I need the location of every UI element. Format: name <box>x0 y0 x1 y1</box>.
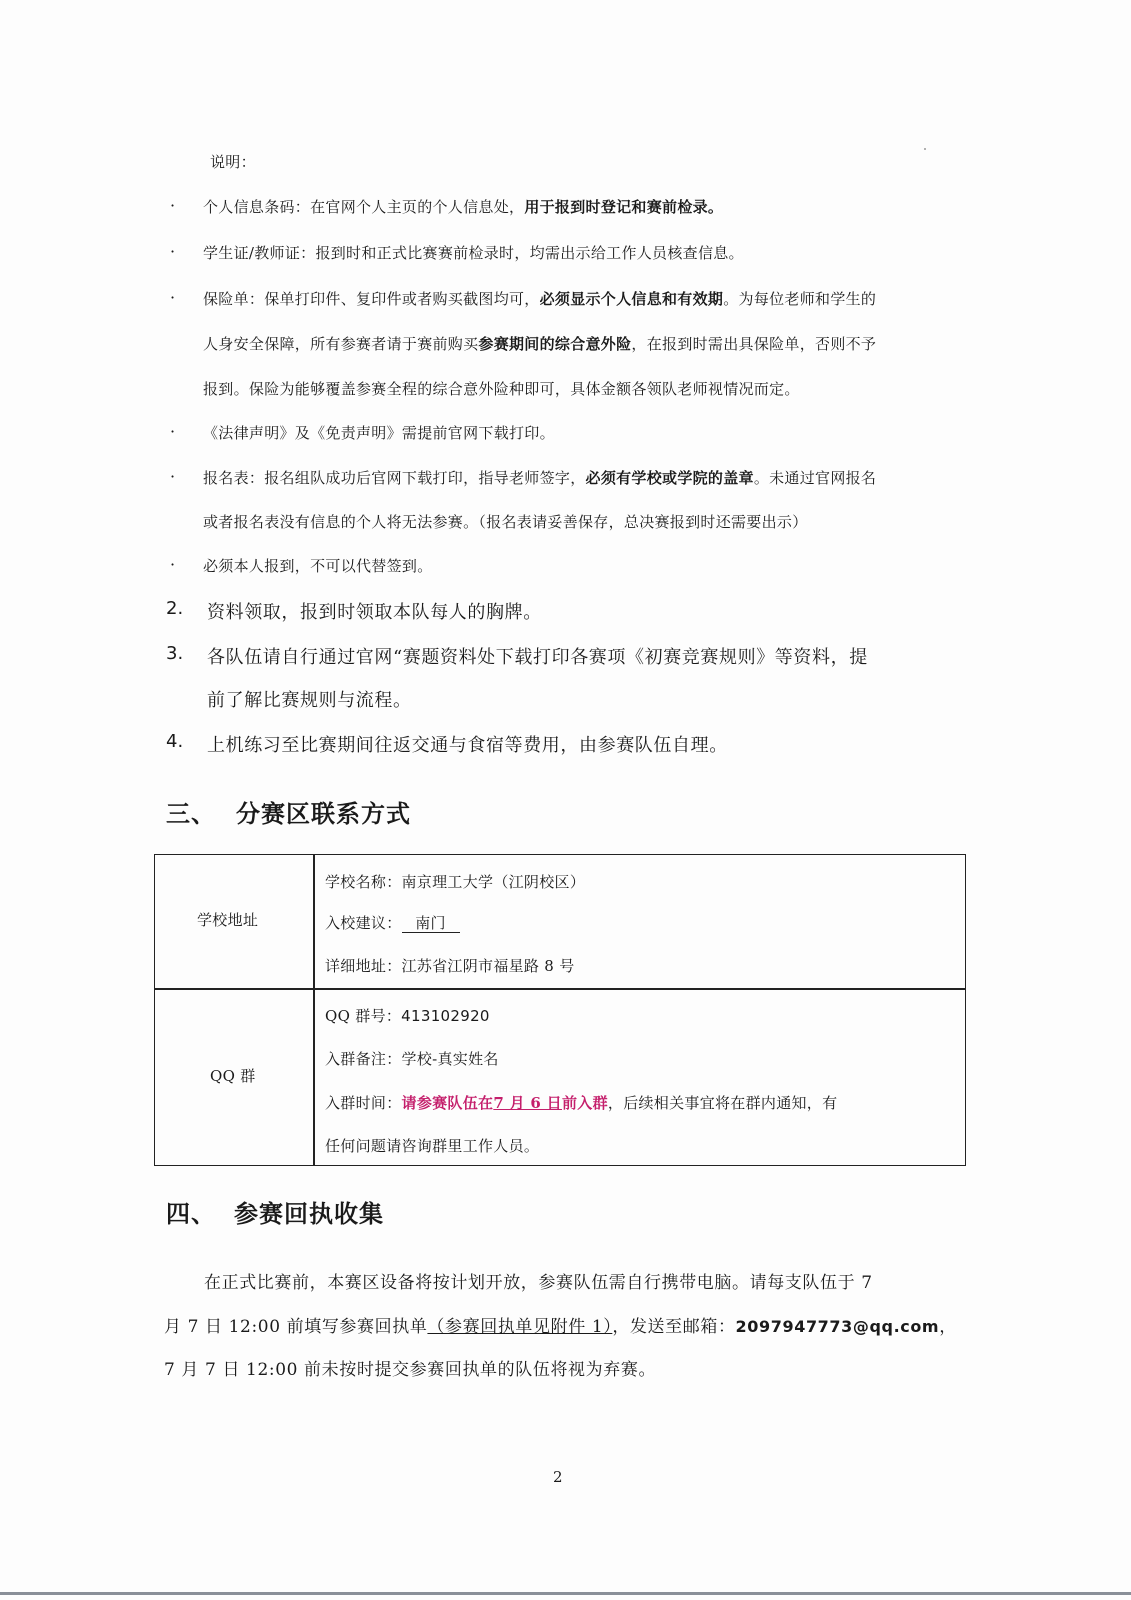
bullet: · <box>170 288 176 307</box>
note-item-insurance-line3: 报到。保险为能够覆盖参赛全程的综合意外险种即可，具体金额各领队老师视情况而定。 <box>203 380 800 398</box>
table-row-divider <box>155 988 965 990</box>
note-item-declarations: 《法律声明》及《免责声明》需提前官网下载打印。 <box>203 424 555 442</box>
list-item-rules-line2: 前了解比赛规则与流程。 <box>207 690 412 711</box>
list-item-materials: 资料领取，报到时领取本队每人的胸牌。 <box>207 602 542 623</box>
receipt-paragraph-line2: 月 7 日 12:00 前填写参赛回执单（参赛回执单见附件 1），发送至邮箱：2097947773@qq.com， <box>164 1317 957 1337</box>
note-item-form-line2: 或者报名表没有信息的个人将无法参赛。（报名表请妥善保存，总决赛报到时还需要出示） <box>203 513 808 531</box>
section-number: 四、 <box>166 1199 216 1228</box>
scan-bottom-edge <box>0 1592 1131 1595</box>
row-label-address: 学校地址 <box>197 911 259 929</box>
list-item-expenses: 上机练习至比赛期间往返交通与食宿等费用，由参赛队伍自理。 <box>207 735 728 756</box>
note-item-id-card: 学生证/教师证：报到时和正式比赛赛前检录时，均需出示给工作人员核查信息。 <box>203 244 744 262</box>
list-item-rules-line1: 各队伍请自行通过官网“赛题资料处下载打印各赛项《初赛竞赛规则》等资料，提 <box>207 647 868 668</box>
note-item-barcode: 个人信息条码：在官网个人主页的个人信息处，用于报到时登记和赛前检录。 <box>203 198 724 216</box>
list-number: 4. <box>166 731 184 752</box>
join-deadline: 7 月 6 日 <box>493 1094 562 1112</box>
bullet: · <box>170 242 176 261</box>
list-number: 3. <box>166 643 184 664</box>
scan-speck <box>924 148 926 150</box>
note-item-insurance-line2: 人身安全保障，所有参赛者请于赛前购买参赛期间的综合意外险，在报到时需出具保险单，否则不予 <box>203 335 877 353</box>
bullet: · <box>170 422 176 441</box>
join-time-line2: 任何问题请咨询群里工作人员。 <box>325 1137 540 1155</box>
bullet: · <box>170 196 176 215</box>
join-remark: 入群备注：学校-真实姓名 <box>325 1050 499 1068</box>
notes-title: 说明： <box>210 153 256 171</box>
school-name: 学校名称：南京理工大学（江阴校区） <box>325 873 586 891</box>
note-item-in-person: 必须本人报到，不可以代替签到。 <box>203 557 433 575</box>
list-number: 2. <box>166 598 184 619</box>
receipt-paragraph-line1: 在正式比赛前，本赛区设备将按计划开放，参赛队伍需自行携带电脑。请每支队伍于 7 <box>204 1273 873 1293</box>
section-number: 三、 <box>166 799 216 828</box>
bullet: · <box>170 555 176 574</box>
note-item-insurance-line1: 保险单：保单打印件、复印件或者购买截图均可，必须显示个人信息和有效期。为每位老师和学生的 <box>203 290 877 308</box>
join-time: 入群时间：请参赛队伍在7 月 6 日前入群，后续相关事宜将在群内通知，有 <box>325 1094 838 1112</box>
bullet: · <box>170 467 176 486</box>
receipt-paragraph-line3: 7 月 7 日 12:00 前未按时提交参赛回执单的队伍将视为弃赛。 <box>164 1360 657 1380</box>
qq-group-number: QQ 群号：413102920 <box>325 1007 490 1025</box>
table-column-divider <box>313 855 315 1165</box>
note-item-form-line1: 报名表：报名组队成功后官网下载打印，指导老师签字，必须有学校或学院的盖章。未通过官网报名 <box>203 469 877 487</box>
detail-address: 详细地址：江苏省江阴市福星路 8 号 <box>325 957 575 975</box>
row-label-qq: QQ 群 <box>210 1067 256 1085</box>
gate-suggestion: 入校建议： 南门 <box>325 912 460 933</box>
page-number: 2 <box>553 1468 563 1486</box>
section-title-contact: 分赛区联系方式 <box>236 799 411 828</box>
contact-table <box>154 854 966 1166</box>
section-title-receipt: 参赛回执收集 <box>234 1199 384 1228</box>
email-address: 2097947773@qq.com <box>735 1317 940 1336</box>
